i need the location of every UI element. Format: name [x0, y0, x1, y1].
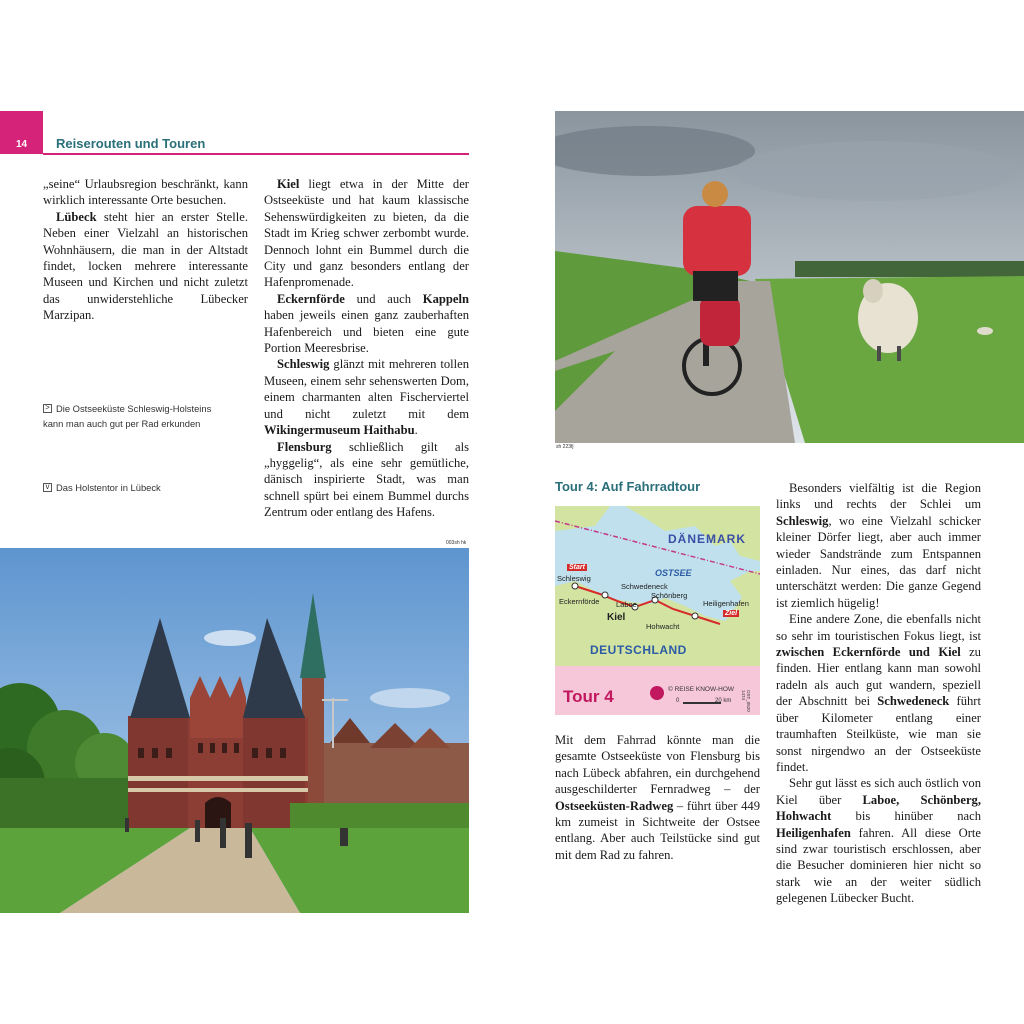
paragraph-schlei	[776, 480, 981, 611]
map-place-kiel: Kiel	[607, 612, 626, 623]
map-place-eckernfoerde: Eckernförde	[559, 597, 600, 606]
text-radweg-2: – führt über 449 km zumeist in Sichtweite der Ostsee entlang. Aber auch Teilstücke sind gut mit dem Rad zu fahren.	[555, 798, 760, 862]
map-label-deutschland: DEUTSCHLAND	[590, 643, 687, 657]
paragraph-flensburg	[264, 439, 469, 521]
text-east-2: bis hinüber nach	[831, 809, 981, 824]
bold-flensburg: Flensburg	[277, 439, 332, 454]
bold-luebeck: Lübeck	[56, 209, 97, 224]
cyclist-photo	[555, 111, 1024, 443]
bold-laboe-schoenberg-hohwacht: Laboe, Schönberg, Hohwacht	[776, 792, 982, 824]
text-east-1: Sehr gut lässt es sich auch östlich von Kiel über	[776, 776, 981, 807]
text-radweg-1: Mit dem Fahrrad könnte man die gesamte Ostseeküste von Flensburg bis nach Lübeck abfahren, ein durchgehend ausgeschilderter Fernradweg – der	[555, 733, 760, 797]
text-schleswig-2: .	[414, 423, 418, 438]
photo-credit-cyclist: sh 223fj	[556, 444, 574, 450]
caption-holstentor-photo	[43, 480, 253, 495]
caption-line-2: kann man auch gut per Rad erkunden	[43, 418, 201, 429]
icon-glyph: >	[45, 403, 50, 412]
page-number: 14	[15, 139, 28, 150]
paragraph-luebeck	[43, 209, 248, 324]
left-column-1	[43, 176, 248, 324]
bold-heiligenhafen: Heiligenhafen	[776, 825, 851, 840]
photo-credit-holstentor: 003sh hk	[446, 540, 467, 546]
map-label-ostsee: OSTSEE	[655, 568, 692, 578]
text-flensburg: schließlich gilt als „hyggelig“, als eine sehr gemütliche, dänisch inspirierte Stadt, was man schnell spürt bei einem Bummel durchs Zentrum oder entlang des Hafens.	[264, 439, 469, 520]
caption-text-2: Das Holstentor in Lübeck	[56, 482, 161, 493]
tour-4-map	[555, 506, 760, 715]
caption-line-1	[43, 401, 253, 416]
caption-cyclist-photo	[43, 401, 253, 431]
paragraph-zone	[776, 611, 981, 775]
map-place-schleswig: Schleswig	[557, 574, 591, 583]
map-label-daenemark: DÄNEMARK	[668, 532, 746, 546]
map-scale-right: 20 km	[715, 698, 732, 704]
right-column-1	[555, 732, 760, 863]
header-rule	[43, 153, 469, 155]
paragraph-east	[776, 775, 981, 906]
map-label-ziel: Ziel	[725, 610, 738, 617]
map-publisher: © REISE KNOW-HOW	[668, 686, 735, 693]
text-kiel: liegt etwa in der Mitte der Ostseeküste und hat kaum klassische Sehenswürdigkeiten zu bieten, da die Stadt im Krieg schwer zerbombt wurde. Dennoch lohnt ein Bummel durch die City und ganz besonders entlang der Hafenpromenade.	[264, 177, 469, 290]
bold-kappeln: Kappeln	[422, 291, 469, 306]
text-schlei-1: Besonders vielfältig ist die Region links und rechts der Schlei um	[776, 481, 981, 512]
left-column-2	[264, 176, 469, 521]
map-scale-left: 0	[676, 698, 680, 704]
bold-schwedeneck: Schwedeneck	[877, 694, 950, 709]
text-east-3: fahren. All diese Orte sind zwar touristisch erschlossen, aber die Besucher dominieren hier nicht so stark wie an der weiter südlich gelegenen Lübecker Bucht.	[776, 825, 981, 906]
compass-icon	[650, 686, 664, 700]
paragraph-schleswig	[264, 356, 469, 438]
running-header-title: Reiserouten und Touren	[56, 136, 206, 151]
right-column-2	[776, 480, 981, 907]
map-place-heiligenhafen: Heiligenhafen	[703, 599, 749, 608]
text-eckernfoerde-1: und auch	[344, 291, 423, 306]
bold-eckernfoerde: Eckernförde	[277, 291, 345, 306]
map-code: OST_0520 1474	[741, 690, 751, 712]
paragraph-eckernfoerde	[264, 291, 469, 357]
map-place-hohwacht: Hohwacht	[646, 622, 680, 631]
bold-eckernfoerde-kiel: zwischen Eckernförde und Kiel	[776, 645, 961, 660]
text-luebeck: steht hier an erster Stelle. Neben einer Vielzahl an historischen Wohnhäusern, die man in der Altstadt findet, locken mehrere interessante Museen und Kirchen und nicht zuletzt das unwiderstehliche Lübecker Marzipan.	[43, 209, 248, 323]
text-schleswig-1: glänzt mit mehreren tollen Museen, einem sehr sehenswerten Dom, einem charmanten alten Fischerviertel und nicht zuletzt mit dem	[264, 357, 469, 421]
map-place-schwedeneck: Schwedeneck	[621, 582, 668, 591]
text-eckernfoerde-2: haben jeweils einen ganz zauberhaften Hafenbereich und bieten eine gute Portion Meeresbrise.	[264, 308, 469, 356]
bold-ostseekuesten-radweg: Ostseeküsten-Radweg	[555, 798, 674, 813]
chevron-right-icon	[43, 404, 52, 413]
bold-schleswig: Schleswig	[277, 357, 330, 372]
paragraph-radweg	[555, 732, 760, 863]
tour-heading: Tour 4: Auf Fahrradtour	[555, 479, 701, 494]
bold-schleswig-2: Schleswig	[776, 513, 829, 528]
map-label-start: Start	[569, 564, 585, 571]
caption-text-1: Die Ostseeküste Schleswig-Holsteins	[56, 403, 212, 414]
text-schlei-2: , wo eine Vielzahl schicker kleiner Dörfer liegt, aber auch immer wieder Sandstrände zum Entspannen einladen. Nur eines, das darf nicht unterschätzt werden: Die ganze Gegend ist ziemlich hügelig!	[776, 513, 981, 610]
bold-kiel: Kiel	[277, 177, 300, 191]
bold-haithabu: Wikingermuseum Haithabu	[264, 423, 415, 438]
map-place-laboe: Laboe	[616, 600, 637, 609]
text-zone-1: Eine andere Zone, die ebenfalls nicht so sehr im touristischen Fokus liegt, ist	[776, 612, 981, 643]
text-zone-3: führt über Kilometer entlang einer traumhaften Steilküste, wie man sie sonst nirgendwo an der Ostseeküste findet.	[776, 694, 981, 774]
map-place-schoenberg: Schönberg	[651, 591, 688, 600]
paragraph-kiel	[264, 176, 469, 291]
text-zone-2: zu finden. Hier entlang kann man sowohl radeln als auch gut wandern, speziell der Abschnitt bei	[776, 645, 981, 709]
holstentor-photo	[0, 548, 469, 913]
paragraph-intro: „seine“ Urlaubsregion beschränkt, kann wirklich interessante Orte besuchen.	[43, 177, 248, 208]
icon-glyph: v	[45, 482, 50, 491]
chevron-down-icon	[43, 483, 52, 492]
map-footer-title: Tour 4	[563, 687, 614, 706]
